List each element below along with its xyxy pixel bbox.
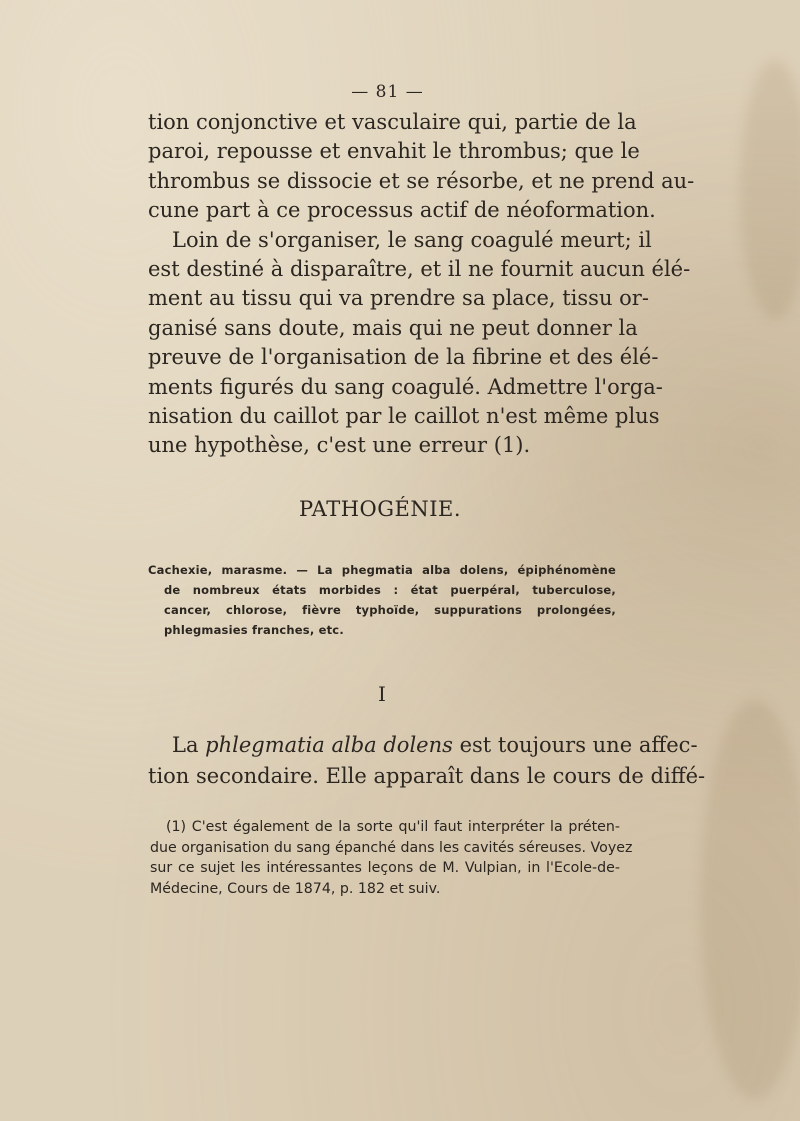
text-line: tion conjonctive et vasculaire qui, partie de la (148, 110, 637, 134)
italic-term: phlegmatia alba dolens (205, 733, 453, 757)
text-line: ganisé sans doute, mais qui ne peut donner la (148, 315, 638, 340)
footnote-line: due organisation du sang épanché dans les cavités séreuses. Voyez (150, 839, 633, 856)
text-line: Loin de s'organiser, le sang coagulé meurt; il (172, 227, 652, 252)
summary-line: de nombreux états morbides : état puerpéral, tuberculose, (164, 583, 616, 597)
text-line: est destiné à disparaître, et il ne fournit aucun élé- (148, 257, 691, 282)
text-line: preuve de l'organisation de la fibrine et des élé- (148, 345, 659, 370)
text-line: tion secondaire. Elle apparaît dans le cours de diffé- (148, 764, 706, 788)
footnote (150, 817, 633, 899)
text-line: paroi, repousse et envahit le thrombus; que le (148, 139, 640, 164)
text-line: thrombus se dissocie et se résorbe, et ne prend au- (148, 168, 695, 193)
footnote-line: sur ce sujet les intéressantes leçons de M. Vulpian, in l'Ecole-de- (150, 860, 620, 876)
summary-line: phlegmasies franches, etc. (164, 623, 344, 637)
text-segment: La (172, 733, 206, 757)
footnote-line: Médecine, Cours de 1874, p. 182 et suiv. (150, 880, 441, 897)
text-line: ment au tissu qui va prendre sa place, tissu or- (148, 286, 649, 311)
section-heading: PATHOGÉNIE. (298, 497, 462, 521)
summary-line: Cachexie, marasme. — La phegmatia alba dolens, épiphénomène (148, 563, 616, 577)
paragraph-1 (148, 108, 695, 461)
text-line: nisation du caillot par le caillot n'est même plus (148, 404, 660, 429)
text-line: cune part à ce processus actif de néoformation. (148, 198, 656, 223)
section-number: I (378, 682, 386, 706)
page-number: — 81 — (351, 82, 424, 102)
text-line: une hypothèse, c'est une erreur (1). (148, 433, 531, 458)
section-summary (148, 560, 616, 640)
text-line: ments figurés du sang coagulé. Admettre l'orga- (148, 374, 663, 399)
paragraph-2 (148, 730, 706, 792)
summary-line: cancer, chlorose, fièvre typhoïde, suppurations prolongées, (164, 603, 616, 617)
text-segment: est toujours une affec- (452, 733, 698, 757)
footnote-line: (1) C'est également de la sorte qu'il faut interpréter la préten- (166, 819, 620, 835)
text-line (148, 730, 698, 761)
paper-stain (700, 700, 800, 1100)
